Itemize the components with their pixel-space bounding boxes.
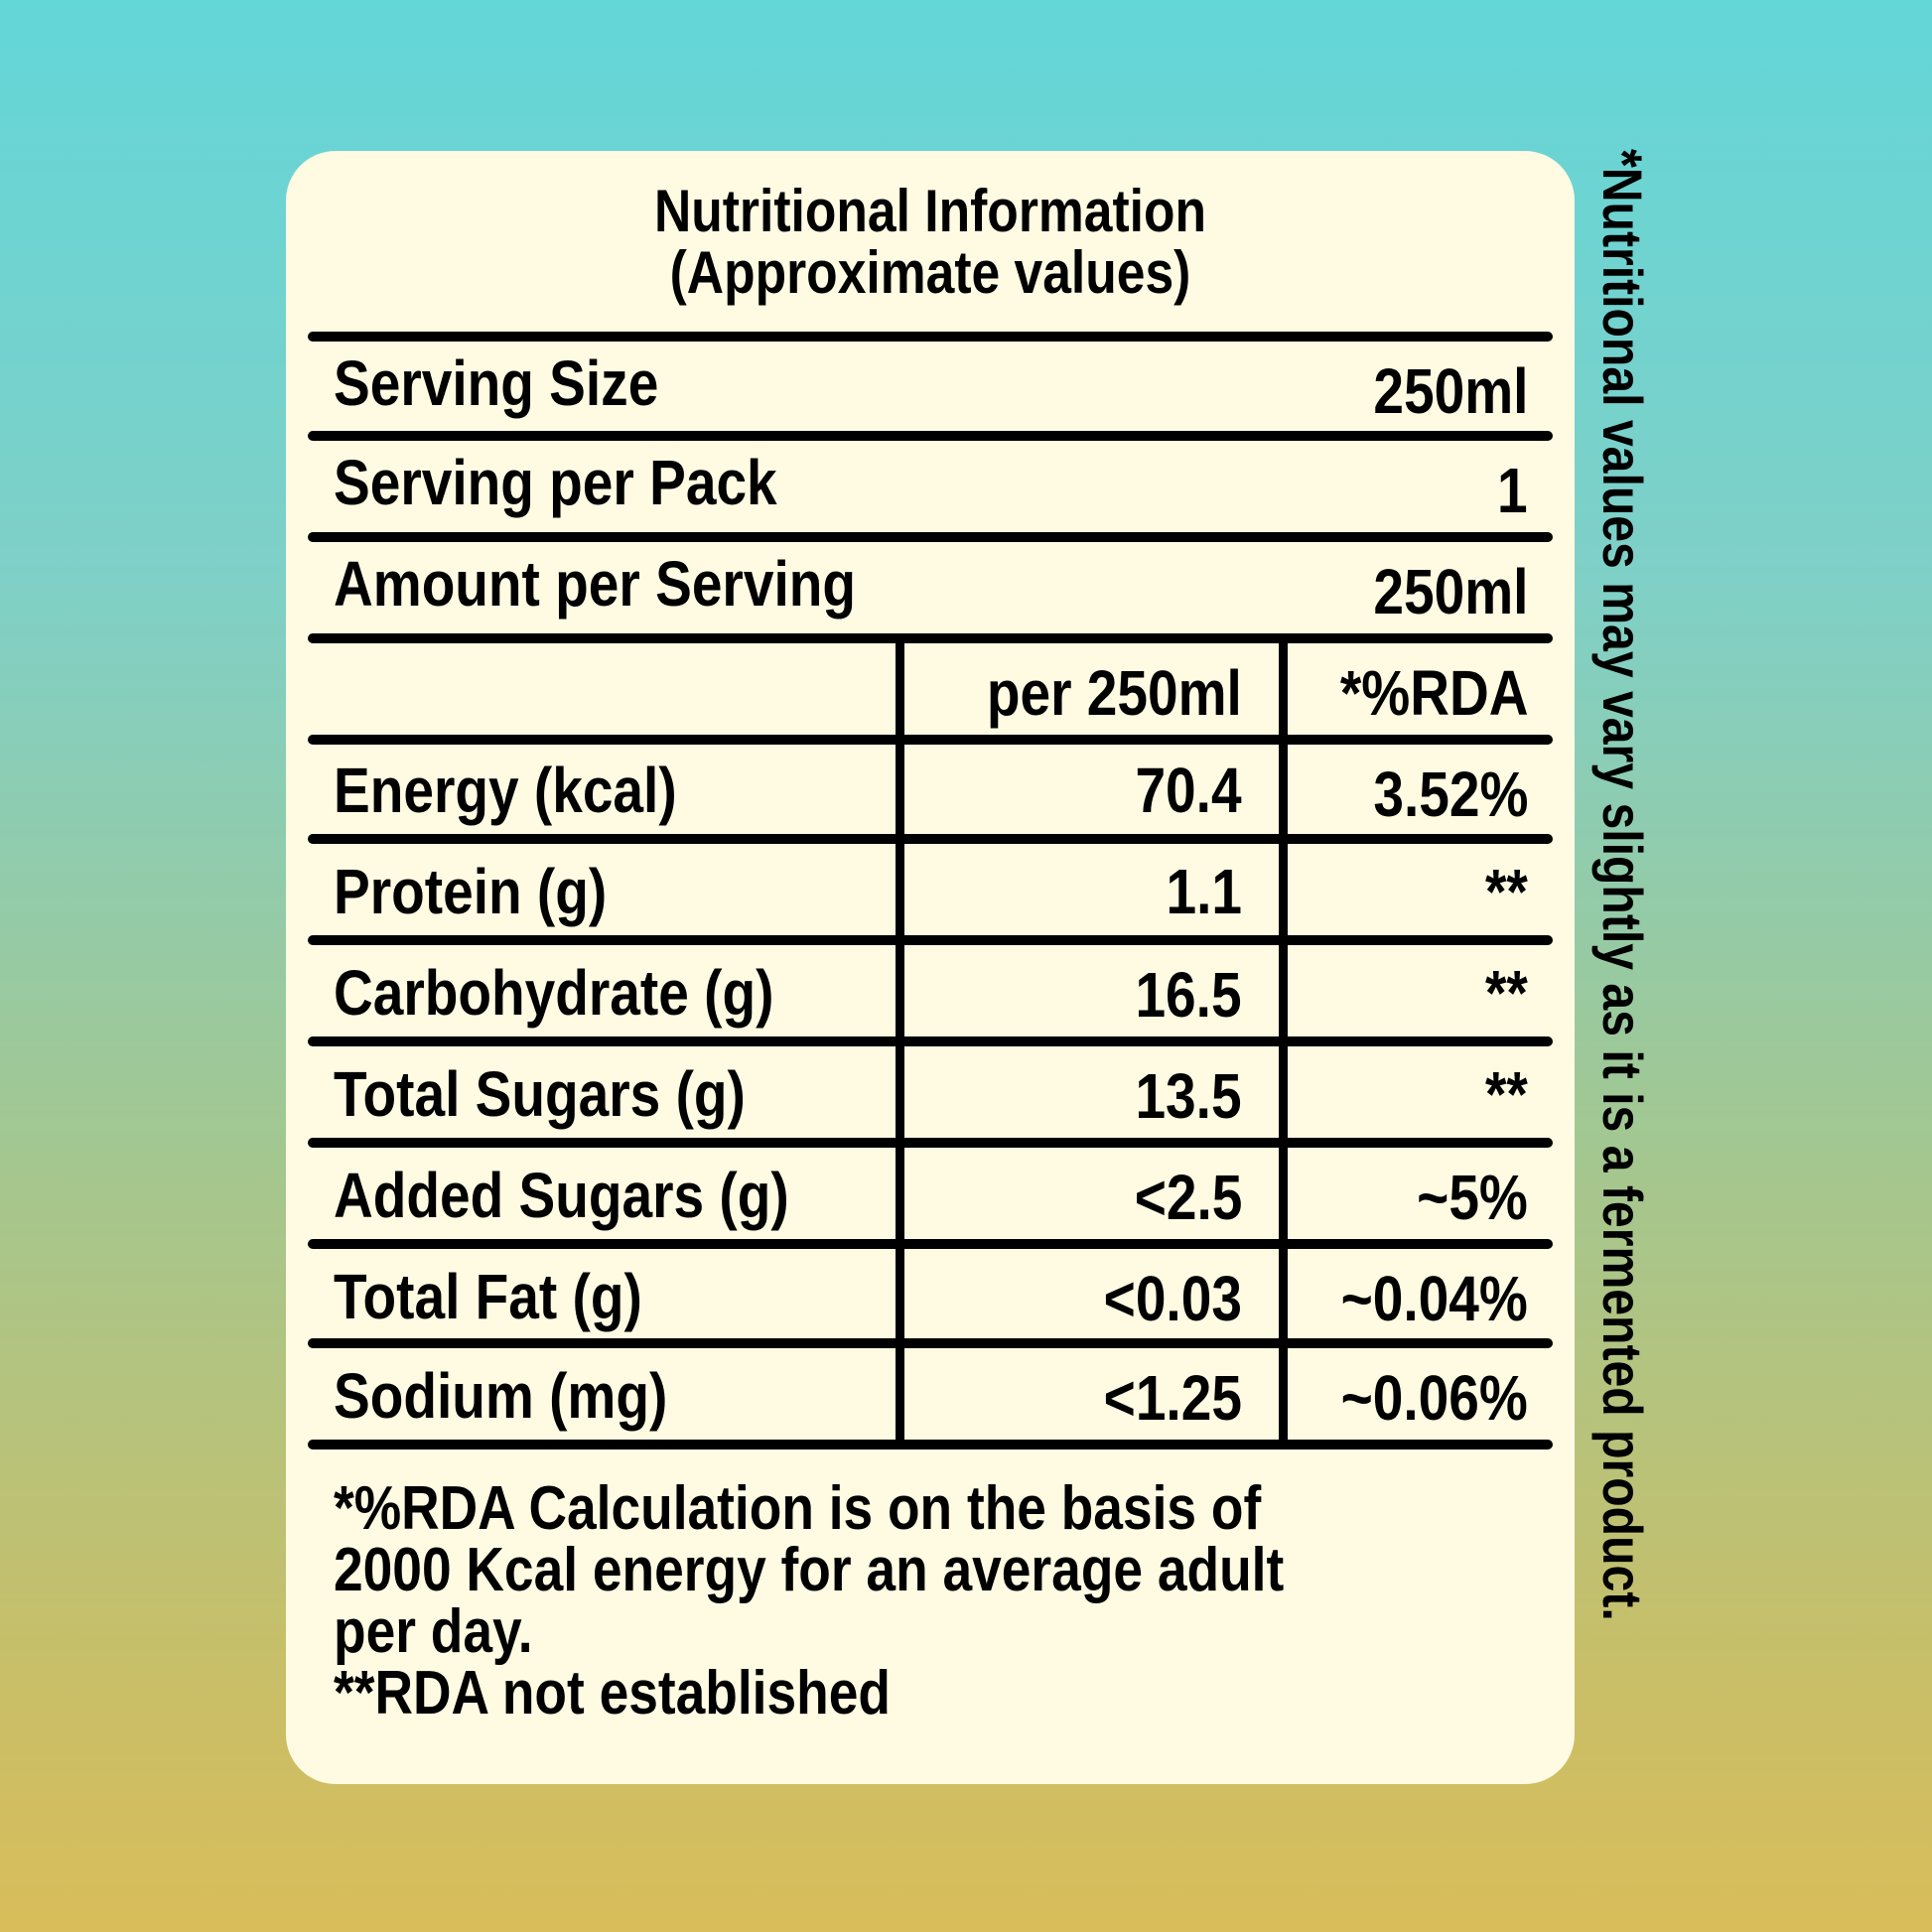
nutrient-value-added-sugars: <2.5: [1134, 1162, 1242, 1233]
amount-per-serving-label: Amount per Serving: [334, 548, 856, 620]
rule-10: [308, 1338, 1553, 1348]
nutrient-label-total-fat: Total Fat (g): [334, 1261, 642, 1332]
nutrition-label-card: [286, 151, 1575, 1784]
footnote-line-3: per day.: [334, 1597, 533, 1666]
nutrient-value-total-fat: <0.03: [1103, 1263, 1242, 1334]
rule-9: [308, 1239, 1553, 1249]
nutrient-rda-sodium: ~0.06%: [1340, 1362, 1528, 1434]
nutrient-rda-protein: **: [1485, 856, 1528, 927]
column-header-rda: *%RDA: [1339, 657, 1528, 729]
rule-5: [308, 834, 1553, 844]
footnote-line-2: 2000 Kcal energy for an average adult: [334, 1536, 1285, 1604]
rda-footnote: [334, 1474, 1285, 1727]
nutrient-label-sodium: Sodium (mg): [334, 1360, 668, 1432]
rule-3: [308, 633, 1553, 643]
serving-size-value: 250ml: [1372, 355, 1528, 427]
nutrient-rda-total-fat: ~0.04%: [1340, 1263, 1528, 1334]
rule-1: [308, 431, 1553, 441]
footnote-line-1: *%RDA Calculation is on the basis of: [334, 1474, 1262, 1543]
nutrient-label-added-sugars: Added Sugars (g): [334, 1160, 789, 1231]
serving-per-pack-value: 1: [1497, 455, 1528, 526]
serving-per-pack-label: Serving per Pack: [334, 447, 777, 518]
rule-7: [308, 1036, 1553, 1046]
label-title: [376, 178, 1484, 306]
nutrient-value-carbohydrate: 16.5: [1135, 959, 1242, 1031]
title-line-2: (Approximate values): [669, 239, 1191, 306]
rule-2: [308, 532, 1553, 542]
nutrient-rda-energy: 3.52%: [1372, 759, 1528, 830]
column-divider-1: [896, 635, 904, 1445]
nutrient-value-total-sugars: 13.5: [1135, 1060, 1242, 1132]
nutrient-value-energy: 70.4: [1135, 755, 1242, 826]
title-line-1: Nutritional Information: [653, 178, 1207, 244]
column-header-per: per 250ml: [986, 657, 1242, 729]
nutrient-label-protein: Protein (g): [334, 856, 608, 927]
nutrient-rda-carbohydrate: **: [1485, 957, 1528, 1029]
footnote-line-4: **RDA not established: [334, 1659, 891, 1727]
nutrient-rda-added-sugars: ~5%: [1417, 1162, 1528, 1233]
serving-size-label: Serving Size: [334, 347, 659, 419]
nutrient-value-sodium: <1.25: [1103, 1362, 1242, 1434]
nutrient-label-total-sugars: Total Sugars (g): [334, 1058, 746, 1130]
rule-8: [308, 1138, 1553, 1148]
side-note-text: *Nutritional values may vary slightly as it is a fermented product.: [1591, 149, 1654, 1621]
amount-per-serving-value: 250ml: [1372, 556, 1528, 627]
rule-4: [308, 735, 1553, 745]
nutrient-label-energy: Energy (kcal): [334, 755, 677, 826]
column-divider-2: [1279, 635, 1288, 1445]
rule-bottom: [308, 1440, 1553, 1449]
nutrient-label-carbohydrate: Carbohydrate (g): [334, 957, 774, 1029]
nutrient-rda-total-sugars: **: [1485, 1058, 1528, 1130]
nutrient-value-protein: 1.1: [1166, 856, 1242, 927]
rule-6: [308, 935, 1553, 945]
rule-top: [308, 332, 1553, 342]
